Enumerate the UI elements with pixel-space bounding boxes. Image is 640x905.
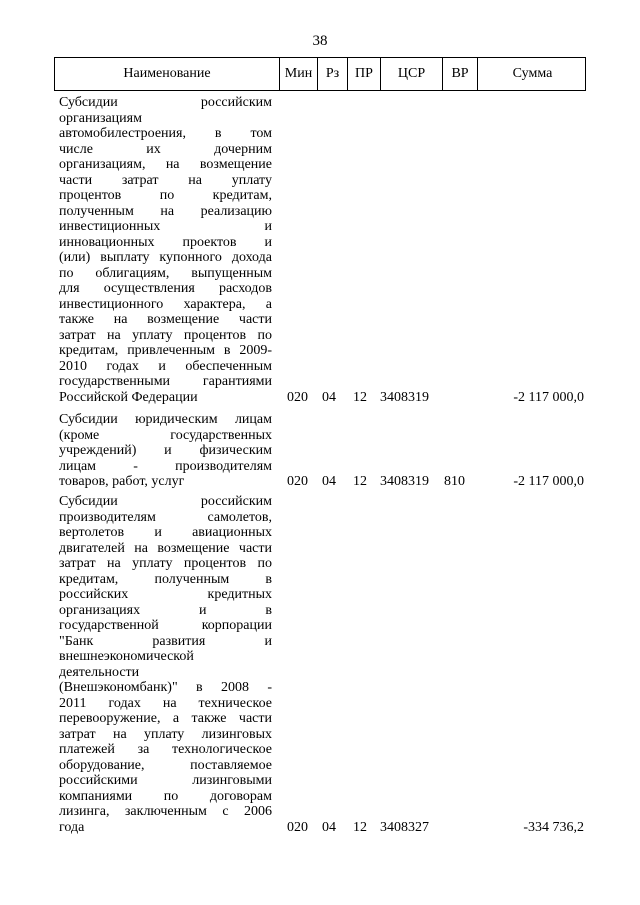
row-min: 020 bbox=[287, 390, 308, 405]
header-rz: Рз bbox=[317, 58, 347, 90]
row-sum: -334 736,2 bbox=[523, 820, 584, 835]
header-csr: ЦСР bbox=[380, 58, 442, 90]
row-pr: 12 bbox=[353, 390, 367, 405]
row-vr: 810 bbox=[444, 474, 465, 489]
row-min: 020 bbox=[287, 474, 308, 489]
header-name: Наименование bbox=[123, 66, 211, 81]
row-sum: -2 117 000,0 bbox=[513, 474, 584, 489]
header-vr: ВР bbox=[442, 58, 477, 90]
row-pr: 12 bbox=[353, 820, 367, 835]
row-rz: 04 bbox=[322, 820, 336, 835]
row-csr: 3408319 bbox=[380, 390, 429, 405]
table-header bbox=[54, 57, 586, 91]
row-rz: 04 bbox=[322, 390, 336, 405]
row-csr: 3408319 bbox=[380, 474, 429, 489]
header-sum: Сумма bbox=[477, 58, 587, 90]
page-number: 38 bbox=[312, 33, 328, 49]
header-pr: ПР bbox=[347, 58, 380, 90]
row-name: Субсидии российским производителям самолетов, вертолетов и авиационных двигателей на возмещение части затрат на уплату процентов по кредитам, полученным в российских кредитных организациях и в государственной корпорации "Банк развития и внешнеэкономической деятельности (Внешэкономбанк)" в 2008 - 2011 годах на техническое перевооружение, а также части затрат на уплату лизинговых платежей за технологическое оборудование, поставляемое российскими лизинговыми компаниями по договорам лизинга, заключенным с 2006 года bbox=[59, 494, 272, 835]
row-rz: 04 bbox=[322, 474, 336, 489]
header-min: Мин bbox=[279, 58, 317, 90]
row-pr: 12 bbox=[353, 474, 367, 489]
row-min: 020 bbox=[287, 820, 308, 835]
row-csr: 3408327 bbox=[380, 820, 429, 835]
row-sum: -2 117 000,0 bbox=[513, 390, 584, 405]
row-name: Субсидии российским организациям автомобилестроения, в том числе их дочерним организациям, на возмещение части затрат на уплату процентов по кредитам, полученным на реализацию инвестиционных и инновационных проектов и (или) выплату купонного дохода по облигациям, выпущенным для осуществления расходов инвестиционного характера, а также на возмещение части затрат на уплату процентов по кредитам, привлеченным в 2009- 2010 годах и обеспеченным государственными гарантиями Российской Федерации bbox=[59, 95, 272, 405]
row-name: Субсидии юридическим лицам (кроме государственных учреждений) и физическим лицам - производителям товаров, работ, услуг bbox=[59, 412, 272, 489]
